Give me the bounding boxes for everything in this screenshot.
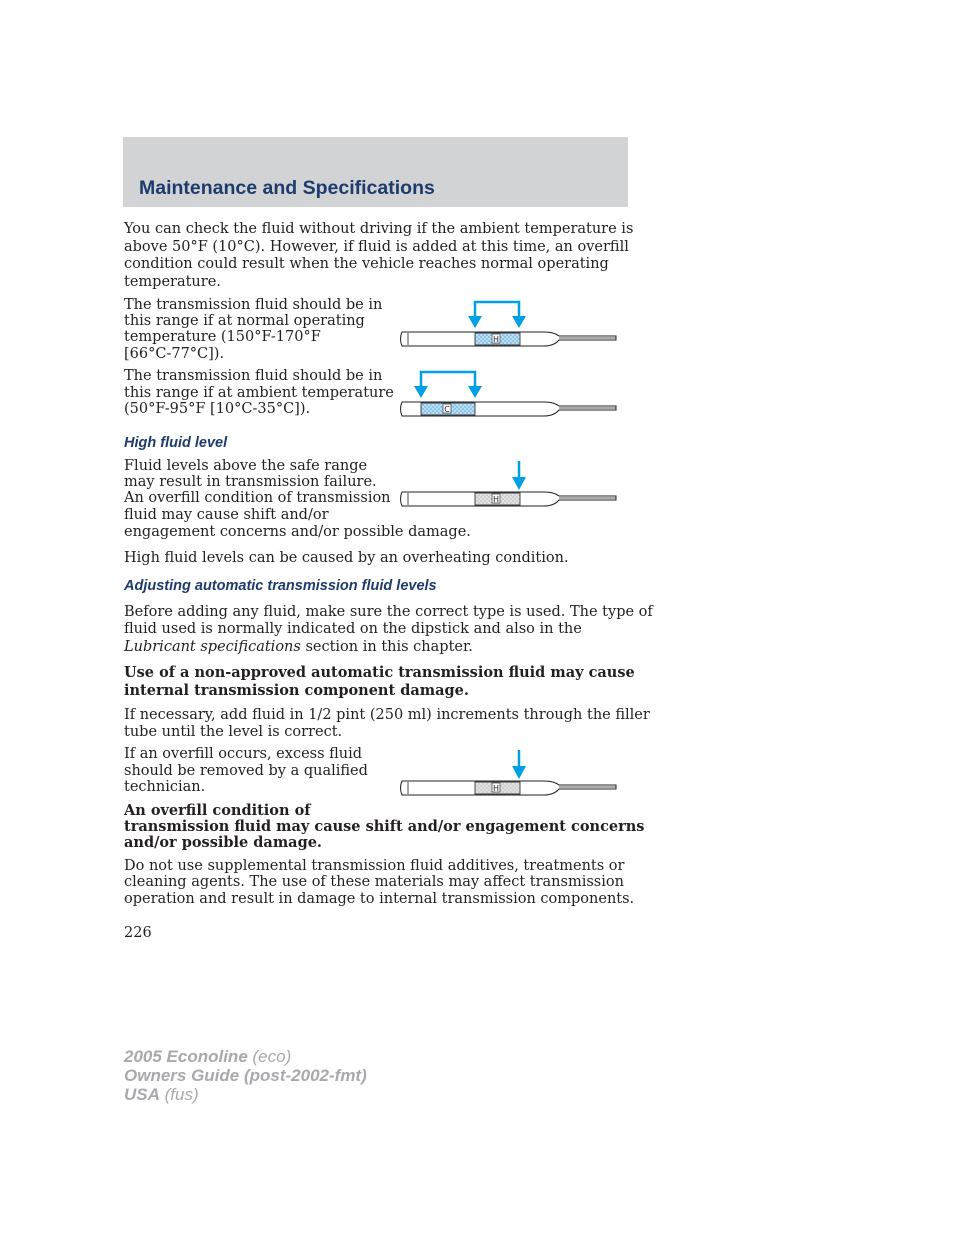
footer-market: USA <box>124 1085 160 1104</box>
dipstick-high-level <box>396 490 618 508</box>
fluid-warning: Use of a non-approved automatic transmission fluid may cause <box>124 664 635 681</box>
normal-temp-line: The transmission fluid should be in <box>124 297 383 313</box>
adjusting-line <box>124 639 473 656</box>
dipstick-hot-mark: H <box>492 495 500 504</box>
range-bracket-arrows-cold <box>406 368 482 400</box>
adjusting-line: fluid used is normally indicated on the dipstick and also in the <box>124 621 582 637</box>
high-fluid-line: An overfill condition of transmission <box>124 490 391 506</box>
adjusting-heading: Adjusting automatic transmission fluid levels <box>124 578 437 594</box>
overfill-line: should be removed by a qualified <box>124 763 368 779</box>
additives-line: operation and result in damage to internal transmission components. <box>124 891 635 907</box>
level-arrow-overfill <box>511 750 527 780</box>
overfill-warning: and/or possible damage. <box>124 834 322 851</box>
intro-line: condition could result when the vehicle reaches normal operating <box>124 256 609 272</box>
normal-temp-line: [66°C-77°C]). <box>124 346 225 362</box>
dipstick-hot-mark: H <box>492 784 500 793</box>
dipstick-overfill <box>396 779 618 797</box>
footer-guide: Owners Guide (post-2002-fmt) <box>124 1066 367 1085</box>
level-arrow-high <box>511 461 527 491</box>
ambient-temp-line: (50°F-95°F [10°C-35°C]). <box>124 401 311 417</box>
intro-line: temperature. <box>124 274 221 290</box>
overfill-warning: An overfill condition of <box>124 802 311 819</box>
dipstick-cold-range <box>396 400 618 418</box>
footer-model-code: (eco) <box>247 1047 292 1066</box>
high-fluid-line: may result in transmission failure. <box>124 474 377 490</box>
high-fluid-line: engagement concerns and/or possible damage. <box>124 524 471 540</box>
page-number: 226 <box>124 925 152 941</box>
normal-temp-line: this range if at normal operating <box>124 313 365 329</box>
dipstick-hot-mark: H <box>492 335 500 344</box>
document-footer <box>124 1047 367 1104</box>
adjusting-line: Before adding any fluid, make sure the correct type is used. The type of <box>124 604 653 620</box>
additives-line: Do not use supplemental transmission fluid additives, treatments or <box>124 858 625 874</box>
high-fluid-heading: High fluid level <box>124 435 228 451</box>
overfill-line: technician. <box>124 779 206 795</box>
overheating-text: High fluid levels can be caused by an overheating condition. <box>124 550 569 566</box>
intro-line: above 50°F (10°C). However, if fluid is added at this time, an overfill <box>124 239 629 255</box>
overfill-line: If an overfill occurs, excess fluid <box>124 746 363 762</box>
high-fluid-line: Fluid levels above the safe range <box>124 458 368 474</box>
high-fluid-line: fluid may cause shift and/or <box>124 507 329 523</box>
ambient-temp-line: this range if at ambient temperature <box>124 385 394 401</box>
add-fluid-line: tube until the level is correct. <box>124 724 343 740</box>
add-fluid-line: If necessary, add fluid in 1/2 pint (250 ml) increments through the filler <box>124 707 650 723</box>
dipstick-hot-range <box>396 330 618 348</box>
footer-model: 2005 Econoline <box>124 1047 248 1066</box>
normal-temp-line: temperature (150°F-170°F <box>124 329 321 345</box>
footer-market-code: (fus) <box>159 1085 199 1104</box>
overfill-warning: transmission fluid may cause shift and/or engagement concerns <box>124 818 645 835</box>
ambient-temp-line: The transmission fluid should be in <box>124 368 383 384</box>
lubricant-spec-ref: Lubricant specifications <box>124 639 301 655</box>
range-bracket-arrows-hot <box>460 298 530 330</box>
dipstick-cold-mark: C <box>444 405 450 414</box>
fluid-warning: internal transmission component damage. <box>124 682 469 699</box>
page-title: Maintenance and Specifications <box>139 177 435 199</box>
adjusting-line-rest: section in this chapter. <box>300 639 473 655</box>
additives-line: cleaning agents. The use of these materials may affect transmission <box>124 874 624 890</box>
intro-line: You can check the fluid without driving if the ambient temperature is <box>124 221 634 237</box>
